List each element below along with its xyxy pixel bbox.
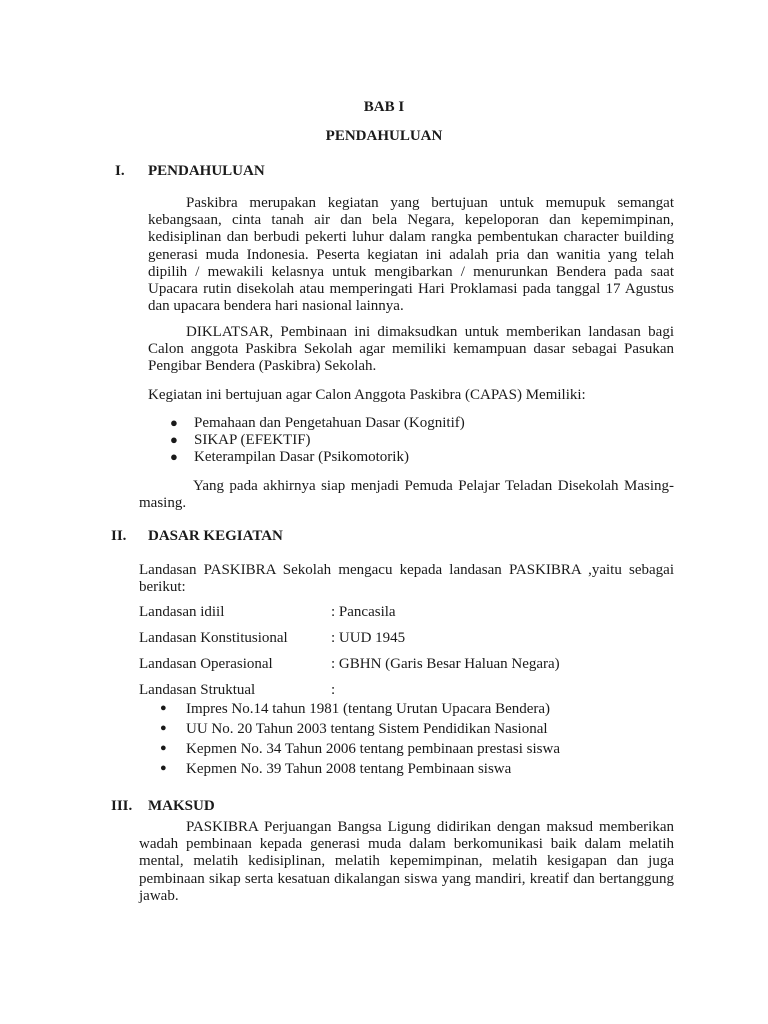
- section-1-paragraph-1: Paskibra merupakan kegiatan yang bertujuan untuk memupuk semangat kebangsaan, cinta tanah air dan bela Negara, kepeloporan dan kepemimpinan, kedisiplinan dan berbudi pekerti luhur dalam rangka pembentukan character building generasi muda Indonesia. Peserta kegiatan ini adalah pria dan wanitia yang telah dipilih / mewakili kelasnya untuk mengibarkan / menurunkan Bendera pada saat Upacara rutin disekolah atau memperingati Hari Proklamasi pada tanggal 17 Agustus dan upacara bendera hari nasional lainnya.: [148, 195, 674, 315]
- landasan-konstitusional-label: Landasan Konstitusional: [139, 630, 288, 646]
- section-3-paragraph: PASKIBRA Perjuangan Bangsa Ligung didirikan dengan maksud memberikan wadah pembinaan kepada generasi muda dalam berkomunikasi baik dalam melatih mental, melatih kedisiplinan, melatih kepemimpinan, melatih kesigapan dan juga pembinaan sikap serta kesatuan dikalangan siswa yang mandiri, kreatif dan bertanggung jawab.: [139, 819, 674, 904]
- landasan-idiil-value: : Pancasila: [331, 604, 396, 620]
- landasan-operasional-label: Landasan Operasional: [139, 656, 273, 672]
- section-1-bullet-list: ● Pemahaan dan Pengetahuan Dasar (Kognitif) ● SIKAP (EFEKTIF) ● Keterampilan Dasar (Psikomotorik): [170, 415, 465, 465]
- section-2-intro: Landasan PASKIBRA Sekolah mengacu kepada landasan PASKIBRA ,yaitu sebagai berikut:: [139, 562, 674, 596]
- bullet-icon: ●: [160, 762, 167, 774]
- section-1-paragraph-3: Kegiatan ini bertujuan agar Calon Anggota Paskibra (CAPAS) Memiliki:: [148, 387, 586, 403]
- landasan-idiil-label: Landasan idiil: [139, 604, 225, 620]
- section-1-paragraph-4: Yang pada akhirnya siap menjadi Pemuda Pelajar Teladan Disekolah Masing-masing.: [139, 478, 674, 512]
- bullet-icon: ●: [160, 742, 167, 754]
- bullet-icon: ●: [160, 722, 167, 734]
- section-1-number: I.: [115, 163, 125, 179]
- landasan-operasional-value: : GBHN (Garis Besar Haluan Negara): [331, 656, 560, 672]
- section-2-bullet-list: ● Impres No.14 tahun 1981 (tentang Urutan Upacara Bendera) ● UU No. 20 Tahun 2003 tentang Sistem Pendidikan Nasional ● Kepmen No. 34 Tahun 2006 tentang pembinaan prestasi siswa ● Kepmen No. 39 Tahun 2008 tentang Pembinaan siswa: [160, 701, 561, 777]
- section-1-title: PENDAHULUAN: [148, 163, 265, 179]
- bullet-icon: ●: [170, 432, 178, 447]
- landasan-konstitusional-value: : UUD 1945: [331, 630, 406, 646]
- bullet-icon: ●: [160, 702, 167, 714]
- chapter-label: BAB I: [363, 99, 405, 115]
- chapter-title: PENDAHULUAN: [325, 128, 443, 144]
- section-2-title: DASAR KEGIATAN: [148, 528, 283, 544]
- bullet-icon: ●: [170, 415, 178, 430]
- bullet-icon: ●: [170, 449, 178, 464]
- section-3-number: III.: [111, 798, 133, 814]
- section-2-number: II.: [111, 528, 127, 544]
- landasan-struktual-label: Landasan Struktual: [139, 682, 256, 698]
- section-3-title: MAKSUD: [148, 798, 215, 814]
- landasan-struktual-value: :: [331, 682, 336, 698]
- section-1-paragraph-2: DIKLATSAR, Pembinaan ini dimaksudkan untuk memberikan landasan bagi Calon anggota Paskibra Sekolah agar memiliki kemampuan dasar sebagai Pasukan Pengibar Bendera (Paskibra) Sekolah.: [148, 324, 674, 375]
